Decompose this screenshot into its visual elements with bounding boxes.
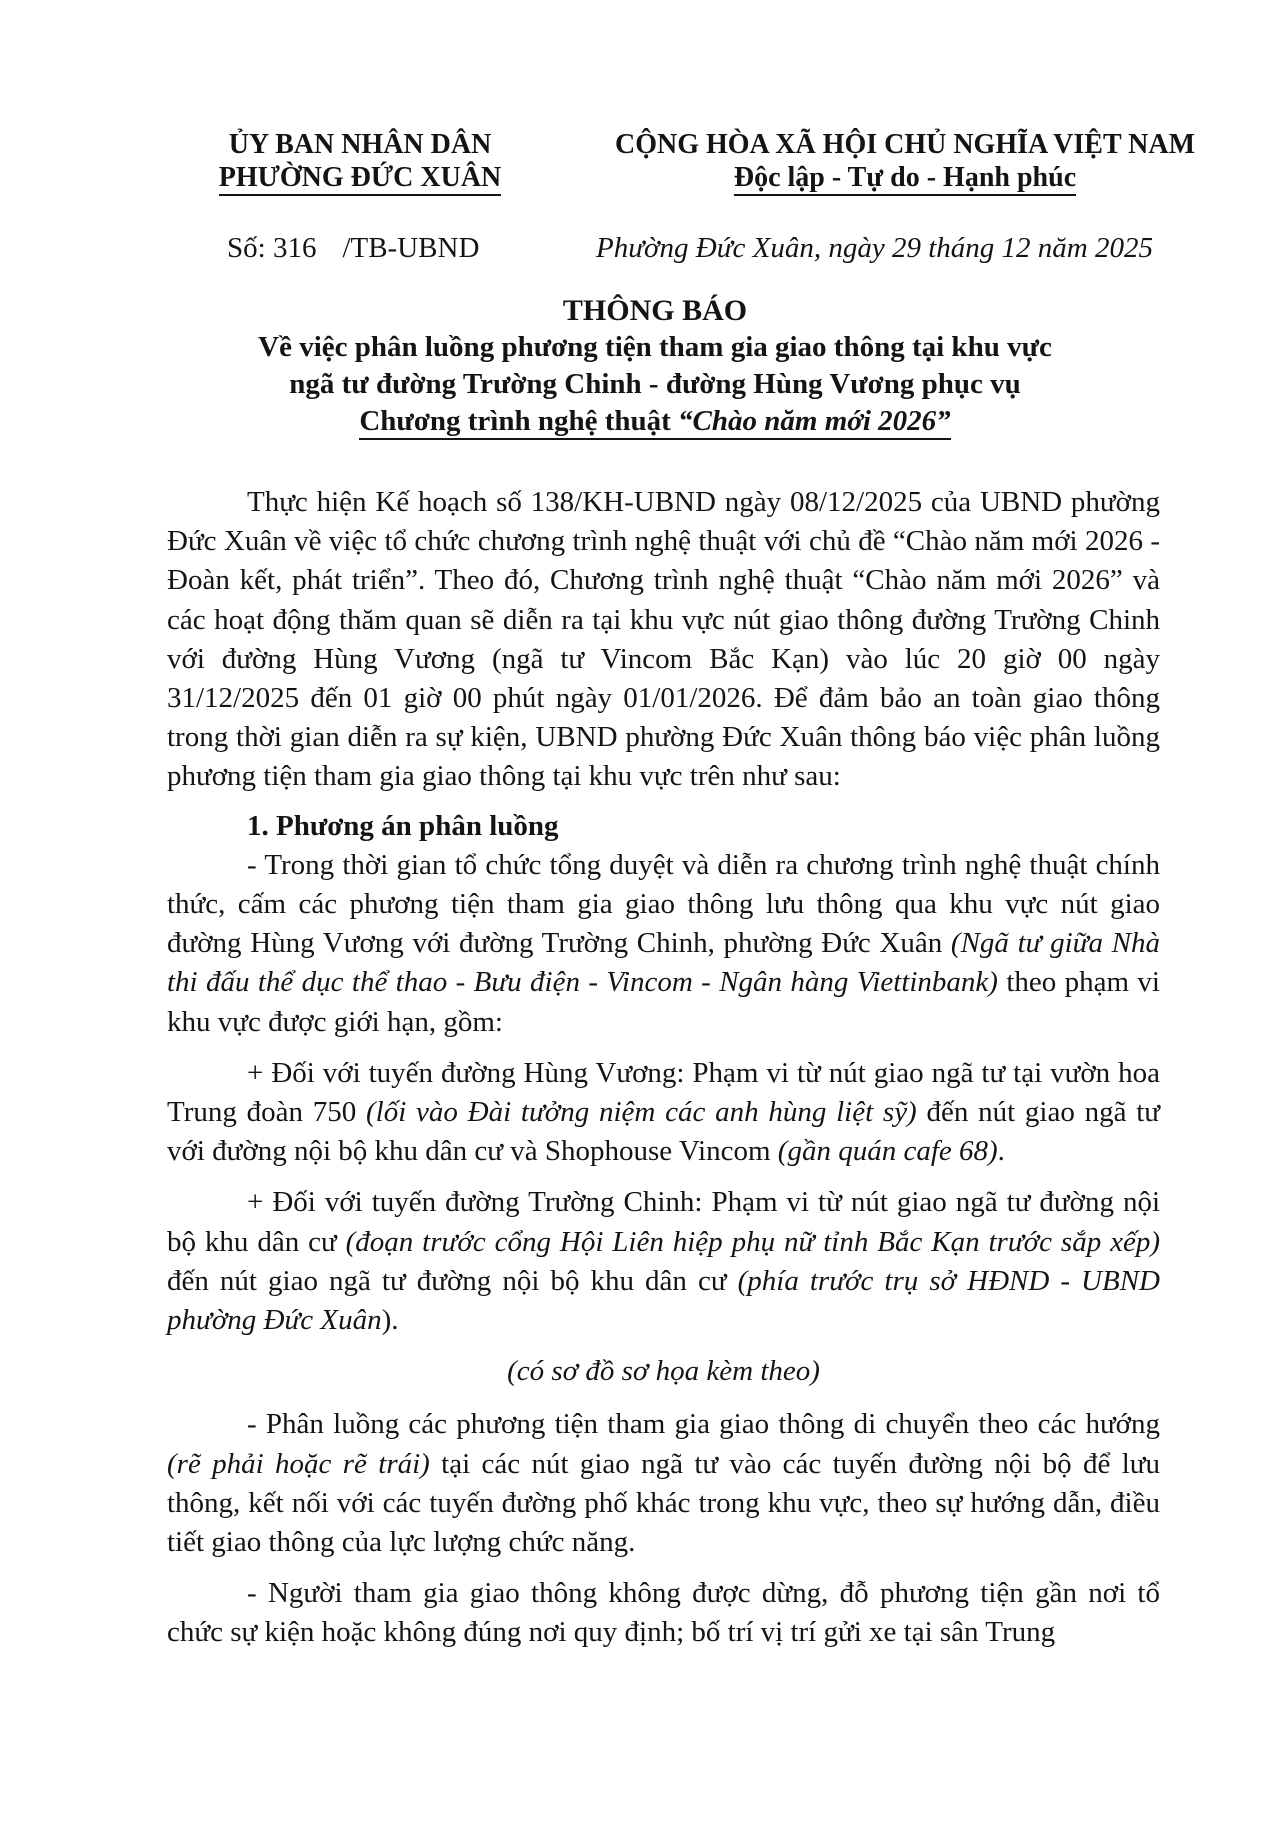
p2-tail: . [997,1135,1005,1168]
issuing-authority [200,128,520,196]
document-title: THÔNG BÁO [562,294,748,327]
p4-italic: (rẽ phải hoặc rẽ trái) [167,1447,430,1480]
subject-line-3-italic: “Chào năm mới 2026” [678,405,951,437]
p1-tail: theo phạm vi khu vực được giới hạn, gồm: [167,966,1160,1038]
p3-mid: đến nút giao ngã tư đường nội bộ khu dân cư [167,1264,738,1297]
motto: Độc lập - Tự do - Hạnh phúc [734,162,1076,196]
p1-text: - Trong thời gian tổ chức tổng duyệt và diễn ra chương trình nghệ thuật chính thức, cấm các phương tiện tham gia giao thông lưu thông qua khu vực nút giao đường Hùng Vương với đường Trường Chinh, phường Đức Xuân [167,848,1160,960]
diagram-note: (có sơ đồ sơ họa kèm theo) [507,1355,820,1388]
p1-italic: (Ngã tư giữa Nhà thi đấu thể dục thể thao - Bưu điện - Vincom - Ngân hàng Viettinbank) [167,927,1160,999]
p4-text: - Phân luồng các phương tiện tham gia giao thông di chuyển theo các hướng [247,1408,1160,1441]
subject-line-3 [359,405,950,440]
document-body [167,483,1160,1653]
subject-line-2: ngã tư đường Trường Chinh - đường Hùng Vương phục vụ [289,368,1021,400]
subject-line-3-text: Chương trình nghệ thuật [359,405,679,437]
intro-paragraph: Thực hiện Kế hoạch số 138/KH-UBND ngày 08/12/2025 của UBND phường Đức Xuân về việc tổ chức chương trình nghệ thuật với chủ đề “Chào năm mới 2026 - Đoàn kết, phát triển”. Theo đó, Chương trình nghệ thuật “Chào năm mới 2026” và các hoạt động thăm quan sẽ diễn ra tại khu vực nút giao thông đường Trường Chinh với đường Hùng Vương (ngã tư Vincom Bắc Kạn) vào lúc 20 giờ 00 ngày 31/12/2025 đến 01 giờ 00 phút ngày 01/01/2026. Để đảm bảo an toàn giao thông trong thời gian diễn ra sự kiện, UBND phường Đức Xuân thông báo việc phân luồng phương tiện tham gia giao thông tại khu vực trên như sau: [167,486,1160,793]
authority-line-1: ỦY BAN NHÂN DÂN [228,129,492,160]
paragraph-ban [167,846,1160,1042]
p3-italic-1: (đoạn trước cổng Hội Liên hiệp phụ nữ tỉnh Bắc Kạn trước sắp xếp) [345,1225,1161,1258]
paragraph-parking: - Người tham gia giao thông không được dừng, đỗ phương tiện gần nơi tổ chức sự kiện hoặc không đúng nơi quy định; bố trí vị trí gửi xe tại sân Trung [167,1577,1160,1649]
p3-text: + Đối với tuyến đường Trường Chinh: Phạm vi từ nút giao ngã tư đường nội bộ khu dân cư [167,1186,1160,1258]
p3-tail: ). [381,1304,399,1337]
p2-mid: đến nút giao ngã tư với đường nội bộ khu dân cư và Shophouse Vincom [167,1096,1160,1168]
number-value: 316 [272,232,317,264]
section-heading: 1. Phương án phân luồng [247,809,559,842]
national-title: CỘNG HÒA XÃ HỘI CHỦ NGHĨA VIỆT NAM [614,129,1196,160]
place-date: Phường Đức Xuân, ngày 29 tháng 12 năm 2025 [596,232,1153,264]
subject-line-1: Về việc phân luồng phương tiện tham gia giao thông tại khu vực [258,331,1052,363]
number-label: Số: [227,232,266,264]
p2-italic-2: (gần quán cafe 68) [777,1135,998,1168]
p4-tail: tại các nút giao ngã tư vào các tuyến đường nội bộ để lưu thông, kết nối với các tuyến đường phố khác trong khu vực, theo sự hướng dẫn, điều tiết giao thông của lực lượng chức năng. [167,1447,1160,1559]
number-suffix: /TB-UBND [342,232,480,264]
paragraph-hung-vuong [167,1054,1160,1172]
authority-line-2: PHƯỜNG ĐỨC XUÂN [219,162,502,196]
paragraph-truong-chinh [167,1183,1160,1340]
p3-italic-2: (phía trước trụ sở HĐND - UBND phường Đức Xuân [167,1264,1160,1337]
national-motto [590,128,1220,196]
p2-text: + Đối với tuyến đường Hùng Vương: Phạm vi từ nút giao ngã tư tại vườn hoa Trung đoàn 750 [167,1056,1160,1129]
document-header [0,128,1268,198]
p2-italic-1: (lối vào Đài tưởng niệm các anh hùng liệt sỹ) [365,1096,917,1129]
title-block [140,292,1170,440]
paragraph-diversion [167,1405,1160,1562]
document-number [227,232,479,265]
